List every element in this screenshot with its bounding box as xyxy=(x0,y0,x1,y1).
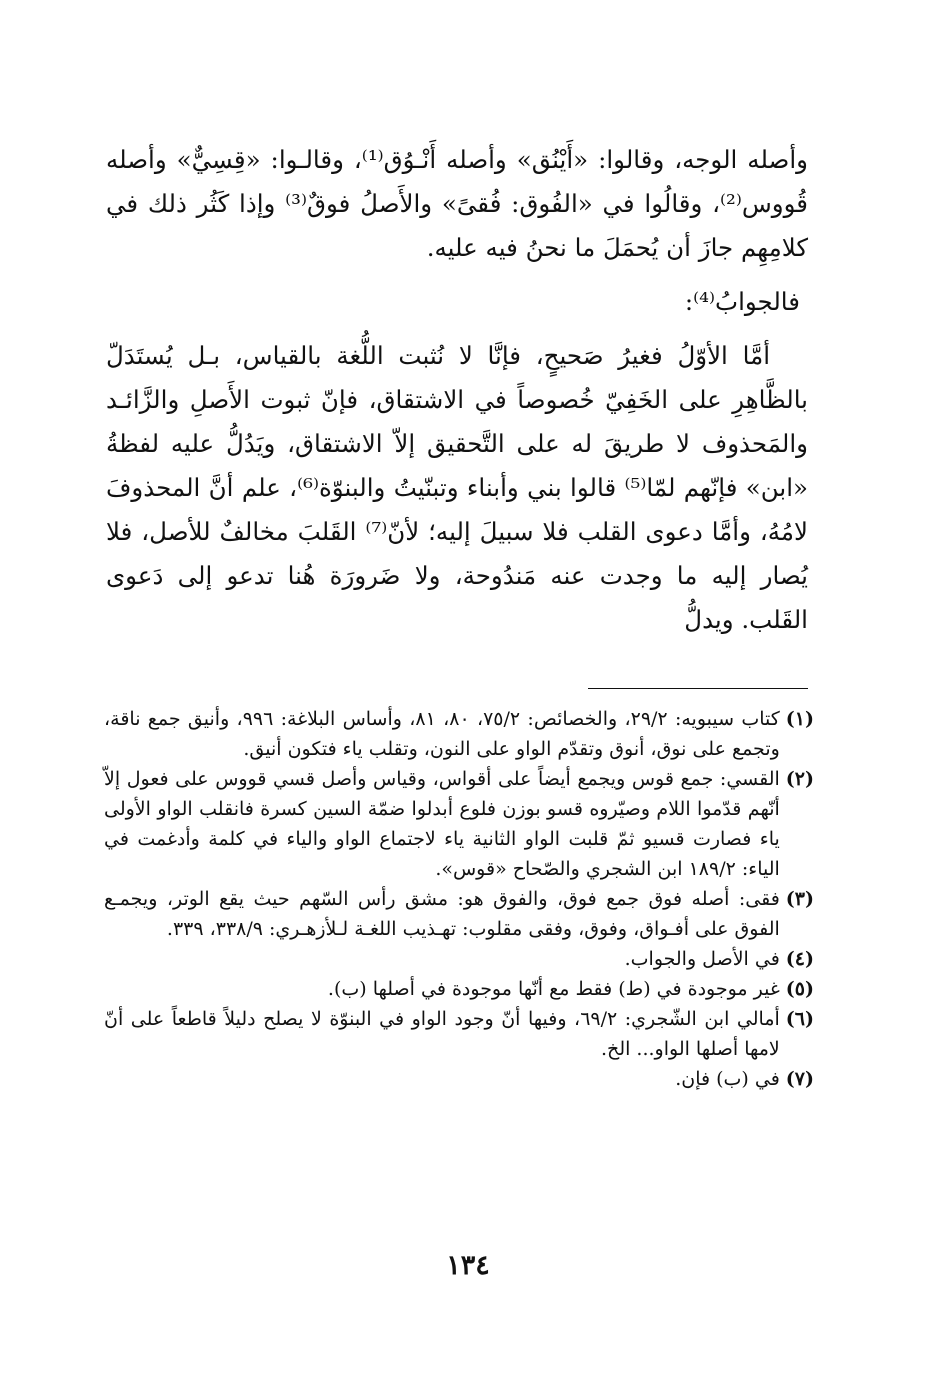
footnote-number: (١) xyxy=(785,708,814,730)
page-number: ١٣٤ xyxy=(446,1250,490,1281)
footnote-number: (٢) xyxy=(785,768,814,790)
footnote-number: (٥) xyxy=(785,978,814,1000)
footnote-text: غير موجودة في (ط) فقط مع أنّها موجودة في أصلها (ب). xyxy=(327,978,780,1000)
footnote-separator xyxy=(588,688,808,689)
footnotes xyxy=(104,704,814,1094)
footnote-number: (٧) xyxy=(785,1068,814,1090)
footnote-text: كتاب سيبويه: ٢٩/٢، والخصائص: ٧٥/٢، ٨٠، ٨١، وأساس البلاغة: ٩٩٦، وأنيق جمع ناقة، وتجمع على نوق، أنوق وتقدّم الواو على النون، وتقلب ياء فتكون أنيق. xyxy=(104,708,780,760)
footnote-1 xyxy=(104,704,814,764)
footnote-text: فقى: أصله فوق جمع فوق، والفوق هو: مشق رأس السّهم حيث يقع الوتر، ويجمـع الفوق على أفـواق، وفوق، وفقى مقلوب: تهـذيب اللغـة لـلأزهـري: ٣٣٨/٩، ٣٣٩. xyxy=(104,888,780,940)
footnote-3 xyxy=(104,884,814,944)
footnote-number: (٦) xyxy=(785,1008,814,1030)
footnote-text: القسي: جمع قوس ويجمع أيضاً على أقواس، وقياس وأصل قسي قووس على فعول إلاّ أنّهم قدّموا اللام وصيّروه قسو بوزن فلوع أبدلوا ضمّة السين كسرة فانقلب الواو الأولى ياء فصارت قسيو ثمّ قلبت الواو الثانية ياء لاجتماع الواو والياء في كلمة وأدغمت في الياء: ١٨٩/٢ ابن الشجري والصّحاح «قوس». xyxy=(104,768,780,880)
paragraph-1: وأصله الوجه، وقالوا: «أَيْنُق» وأصله أَنْـوُق⁽¹⁾، وقالـوا: «قِسِيٌّ» وأصله قُووس⁽²⁾، وقالُوا في «الفُوق: فُقىً» والأَصلُ فوقٌ⁽³⁾ وإذا كَثُر ذلك في كلامِهِم جازَ أن يُحمَلَ ما نحنُ فيه عليه. xyxy=(106,145,808,262)
footnote-4 xyxy=(104,944,814,974)
main-text xyxy=(106,138,808,642)
footnote-number: (٣) xyxy=(785,888,814,910)
footnote-text: في الأصل والجواب. xyxy=(624,948,780,970)
footnote-text: في (ب) فإن. xyxy=(675,1068,780,1090)
footnote-6 xyxy=(104,1004,814,1064)
paragraph-2: أمَّا الأوّلُ فغيرُ صَحيحٍ، فإنَّا لا نُثبت اللُّغة بالقياس، بـل يُستَدَلّ بالظَّاهِرِ على الخَفِيّ خُصوصاً في الاشتقاق، فإنّ ثبوت الأَصلِ والزَّائـد والمَحذوف لا طريقَ له على التَّحقيق إلاّ الاشتقاق، ويَدُلُّ عليه لفظةُ «ابن» فإنّهم لمّا⁽⁵⁾ قالوا بني وأبناء وتبنّيتُ والبنوّة⁽⁶⁾، علم أنَّ المحذوفَ لامُهُ، وأمَّا دعوى القلب فلا سبيلَ إليه؛ لأنّ⁽⁷⁾ القَلبَ مخالفٌ للأصل، فلا يُصار إليه ما وجدت عنه مَندُوحة، ولا ضَرورَة هُنا تدعو إلى دَعوى القَلب. ويدلُّ xyxy=(106,341,808,634)
section-heading: فالجوابُ⁽⁴⁾: xyxy=(684,287,800,316)
footnote-5 xyxy=(104,974,814,1004)
footnote-text: أمالي ابن الشّجري: ٦٩/٢، وفيها أنّ وجود الواو في البنوّة لا يصلح دليلاً قاطعاً على أنّ لامها أصلها الواو... الخ. xyxy=(104,1008,780,1060)
footnote-2 xyxy=(104,764,814,884)
footnote-number: (٤) xyxy=(785,948,814,970)
footnote-7 xyxy=(104,1064,814,1094)
